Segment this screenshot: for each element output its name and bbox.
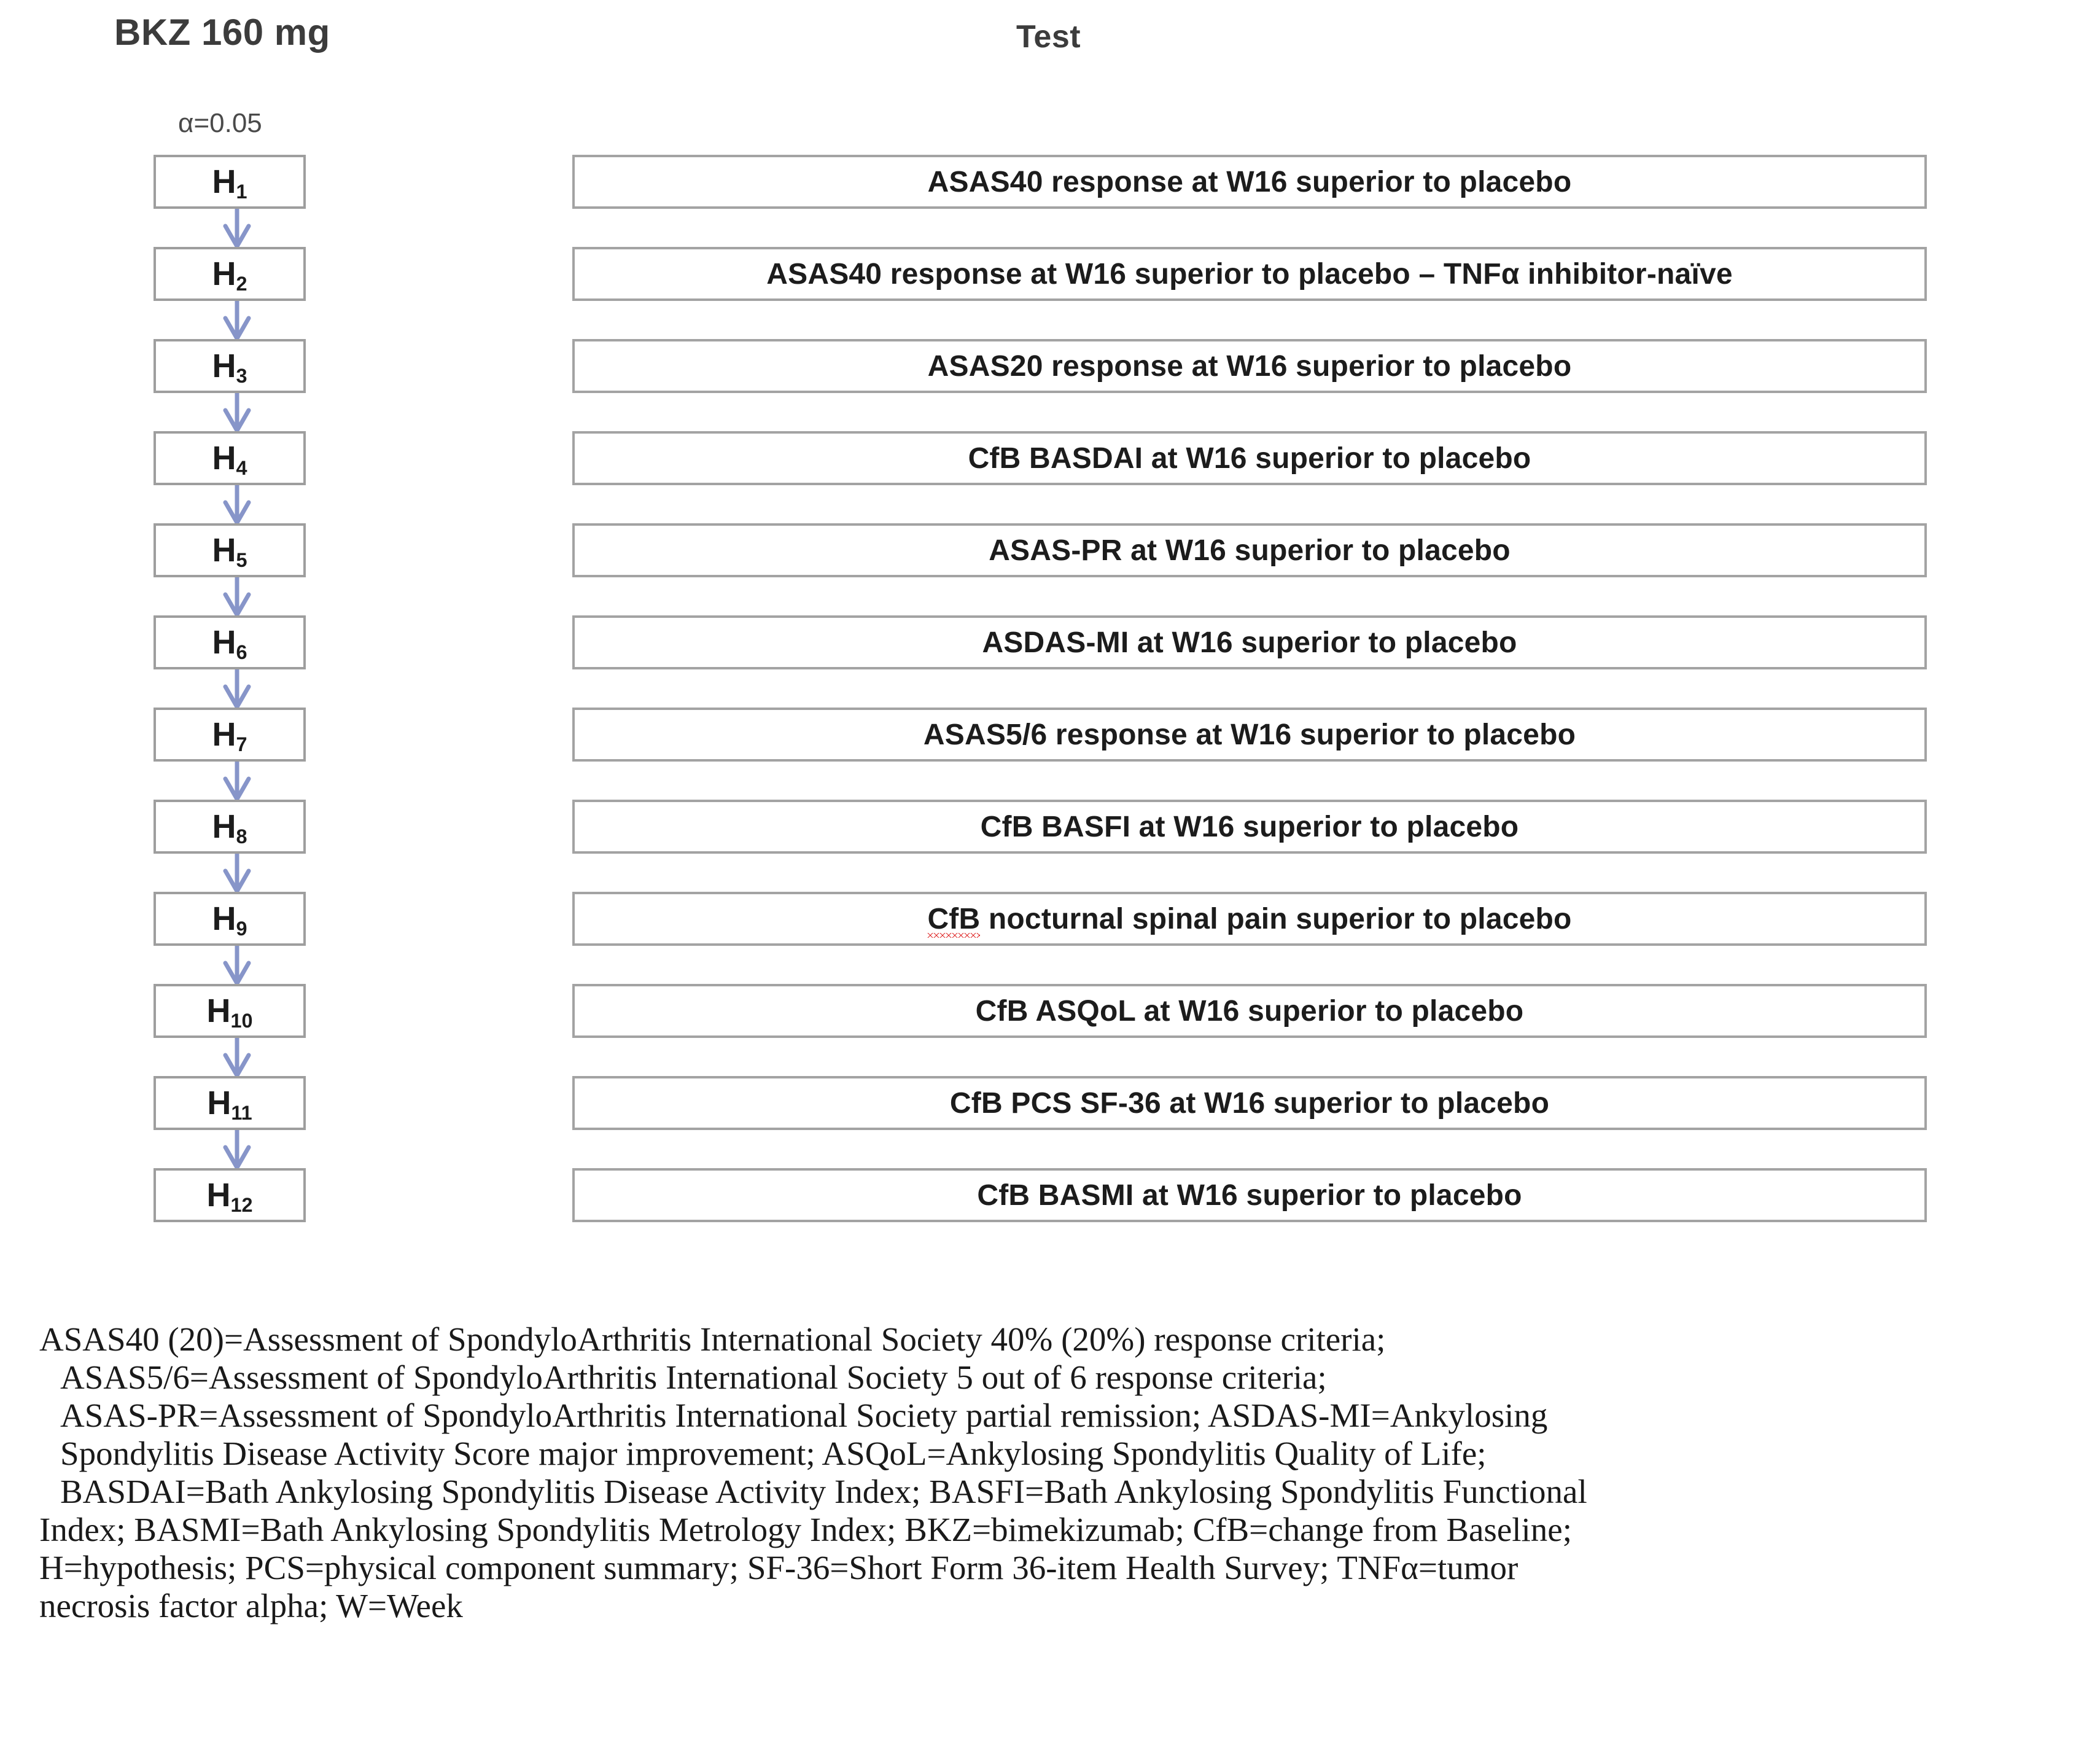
hypothesis-label: $H_1$: [212, 163, 247, 203]
flow-arrow-down-icon: [222, 946, 252, 984]
footnote-line: Index; BASMI=Bath Ankylosing Spondylitis Metrology Index; BKZ=bimekizumab; CfB=change from Baseline;: [39, 1511, 1573, 1548]
hierarchy-row: [0, 247, 2100, 306]
spellcheck-underlined-word: CfB: [927, 903, 980, 941]
test-description: ASAS5/6 response at W16 superior to placebo: [923, 718, 1576, 751]
test-description: CfB BASFI at W16 superior to placebo: [980, 810, 1519, 843]
hypothesis-box-h11[interactable]: [154, 1076, 306, 1130]
hypothesis-label: $H_2$: [212, 255, 247, 295]
footnote-line: Spondylitis Disease Activity Score major improvement; ASQoL=Ankylosing Spondylitis Quality of Life;: [60, 1435, 1487, 1472]
hierarchy-row: [0, 984, 2100, 1043]
hierarchy-row: [0, 339, 2100, 398]
flow-arrow-down-icon: [222, 669, 252, 708]
hypothesis-label: $H_4$: [212, 440, 247, 480]
footnote-line: ASAS5/6=Assessment of SpondyloArthritis International Society 5 out of 6 response criteria;: [60, 1359, 1327, 1396]
hierarchy-row: [0, 892, 2100, 951]
hypothesis-label: $H_3$: [212, 348, 247, 388]
hierarchy-row: [0, 1076, 2100, 1135]
footnote-line: BASDAI=Bath Ankylosing Spondylitis Disease Activity Index; BASFI=Bath Ankylosing Spondylitis Functional: [60, 1473, 1587, 1510]
hypothesis-box-h4[interactable]: [154, 431, 306, 485]
hierarchy-row: [0, 615, 2100, 674]
hypothesis-box-h1[interactable]: [154, 155, 306, 209]
test-box-h2[interactable]: [572, 247, 1927, 301]
flow-arrow-down-icon: [222, 762, 252, 800]
test-description: CfB ASQoL at W16 superior to placebo: [975, 994, 1524, 1027]
test-box-h12[interactable]: [572, 1168, 1927, 1222]
hierarchy-row: [0, 1168, 2100, 1227]
header-test: Test: [1016, 19, 1081, 55]
footnote-line: necrosis factor alpha; W=Week: [39, 1587, 463, 1624]
hypothesis-box-h2[interactable]: [154, 247, 306, 301]
hypothesis-label: $H_7$: [212, 716, 247, 756]
hierarchy-row: [0, 708, 2100, 766]
footnote-line: H=hypothesis; PCS=physical component summary; SF-36=Short Form 36-item Health Survey; TNFα=tumor: [39, 1549, 1519, 1586]
hierarchy-row: [0, 800, 2100, 859]
test-description: ASDAS-MI at W16 superior to placebo: [982, 626, 1517, 659]
flow-arrow-down-icon: [222, 485, 252, 523]
footnote-line: ASAS40 (20)=Assessment of SpondyloArthritis International Society 40% (20%) response criteria;: [39, 1320, 1386, 1358]
flow-arrow-down-icon: [222, 1038, 252, 1076]
hypothesis-box-h9[interactable]: [154, 892, 306, 946]
flow-arrow-down-icon: [222, 1130, 252, 1168]
test-box-h4[interactable]: [572, 431, 1927, 485]
hypothesis-label: $H_{10}$: [206, 992, 253, 1032]
test-description: ASAS40 response at W16 superior to placebo – TNFα inhibitor-naïve: [766, 257, 1733, 290]
header-bkz-dose: BKZ 160 mg: [114, 12, 330, 53]
hierarchy-row: [0, 523, 2100, 582]
test-description: CfB nocturnal spinal pain superior to placebo: [927, 902, 1571, 936]
flow-arrow-down-icon: [222, 577, 252, 615]
hypothesis-box-h10[interactable]: [154, 984, 306, 1038]
hypothesis-label: $H_5$: [212, 532, 247, 572]
flow-arrow-down-icon: [222, 854, 252, 892]
alpha-level-label: α=0.05: [178, 108, 262, 138]
hypothesis-box-h5[interactable]: [154, 523, 306, 577]
hypothesis-box-h6[interactable]: [154, 615, 306, 669]
hierarchy-row: [0, 155, 2100, 214]
test-box-h9[interactable]: [572, 892, 1927, 946]
test-box-h5[interactable]: [572, 523, 1927, 577]
test-box-h10[interactable]: [572, 984, 1927, 1038]
test-description: ASAS-PR at W16 superior to placebo: [989, 534, 1511, 567]
hypothesis-label: $H_6$: [212, 624, 247, 664]
hypothesis-box-h3[interactable]: [154, 339, 306, 393]
hypothesis-label: $H_{12}$: [206, 1177, 253, 1217]
test-box-h7[interactable]: [572, 708, 1927, 762]
test-box-h11[interactable]: [572, 1076, 1927, 1130]
hypothesis-label: $H_{11}$: [207, 1085, 252, 1125]
hypothesis-box-h7[interactable]: [154, 708, 306, 762]
hypothesis-box-h12[interactable]: [154, 1168, 306, 1222]
hypothesis-label: $H_9$: [212, 900, 247, 940]
test-description: ASAS40 response at W16 superior to placebo: [927, 165, 1572, 198]
test-box-h6[interactable]: [572, 615, 1927, 669]
hypothesis-box-h8[interactable]: [154, 800, 306, 854]
hierarchy-row: [0, 431, 2100, 490]
test-box-h1[interactable]: [572, 155, 1927, 209]
test-description: CfB BASDAI at W16 superior to placebo: [968, 442, 1531, 475]
test-box-h3[interactable]: [572, 339, 1927, 393]
footnote-line: ASAS-PR=Assessment of SpondyloArthritis International Society partial remission; ASDAS-MI=Ankylosing: [60, 1397, 1548, 1434]
test-description: ASAS20 response at W16 superior to placebo: [927, 349, 1572, 383]
flow-arrow-down-icon: [222, 393, 252, 431]
test-box-h8[interactable]: [572, 800, 1927, 854]
hypothesis-label: $H_8$: [212, 808, 247, 848]
test-description: CfB PCS SF-36 at W16 superior to placebo: [949, 1086, 1550, 1120]
abbreviations-footnote: [39, 1320, 2078, 1625]
flow-arrow-down-icon: [222, 301, 252, 339]
flow-arrow-down-icon: [222, 209, 252, 247]
test-description: CfB BASMI at W16 superior to placebo: [977, 1179, 1522, 1212]
